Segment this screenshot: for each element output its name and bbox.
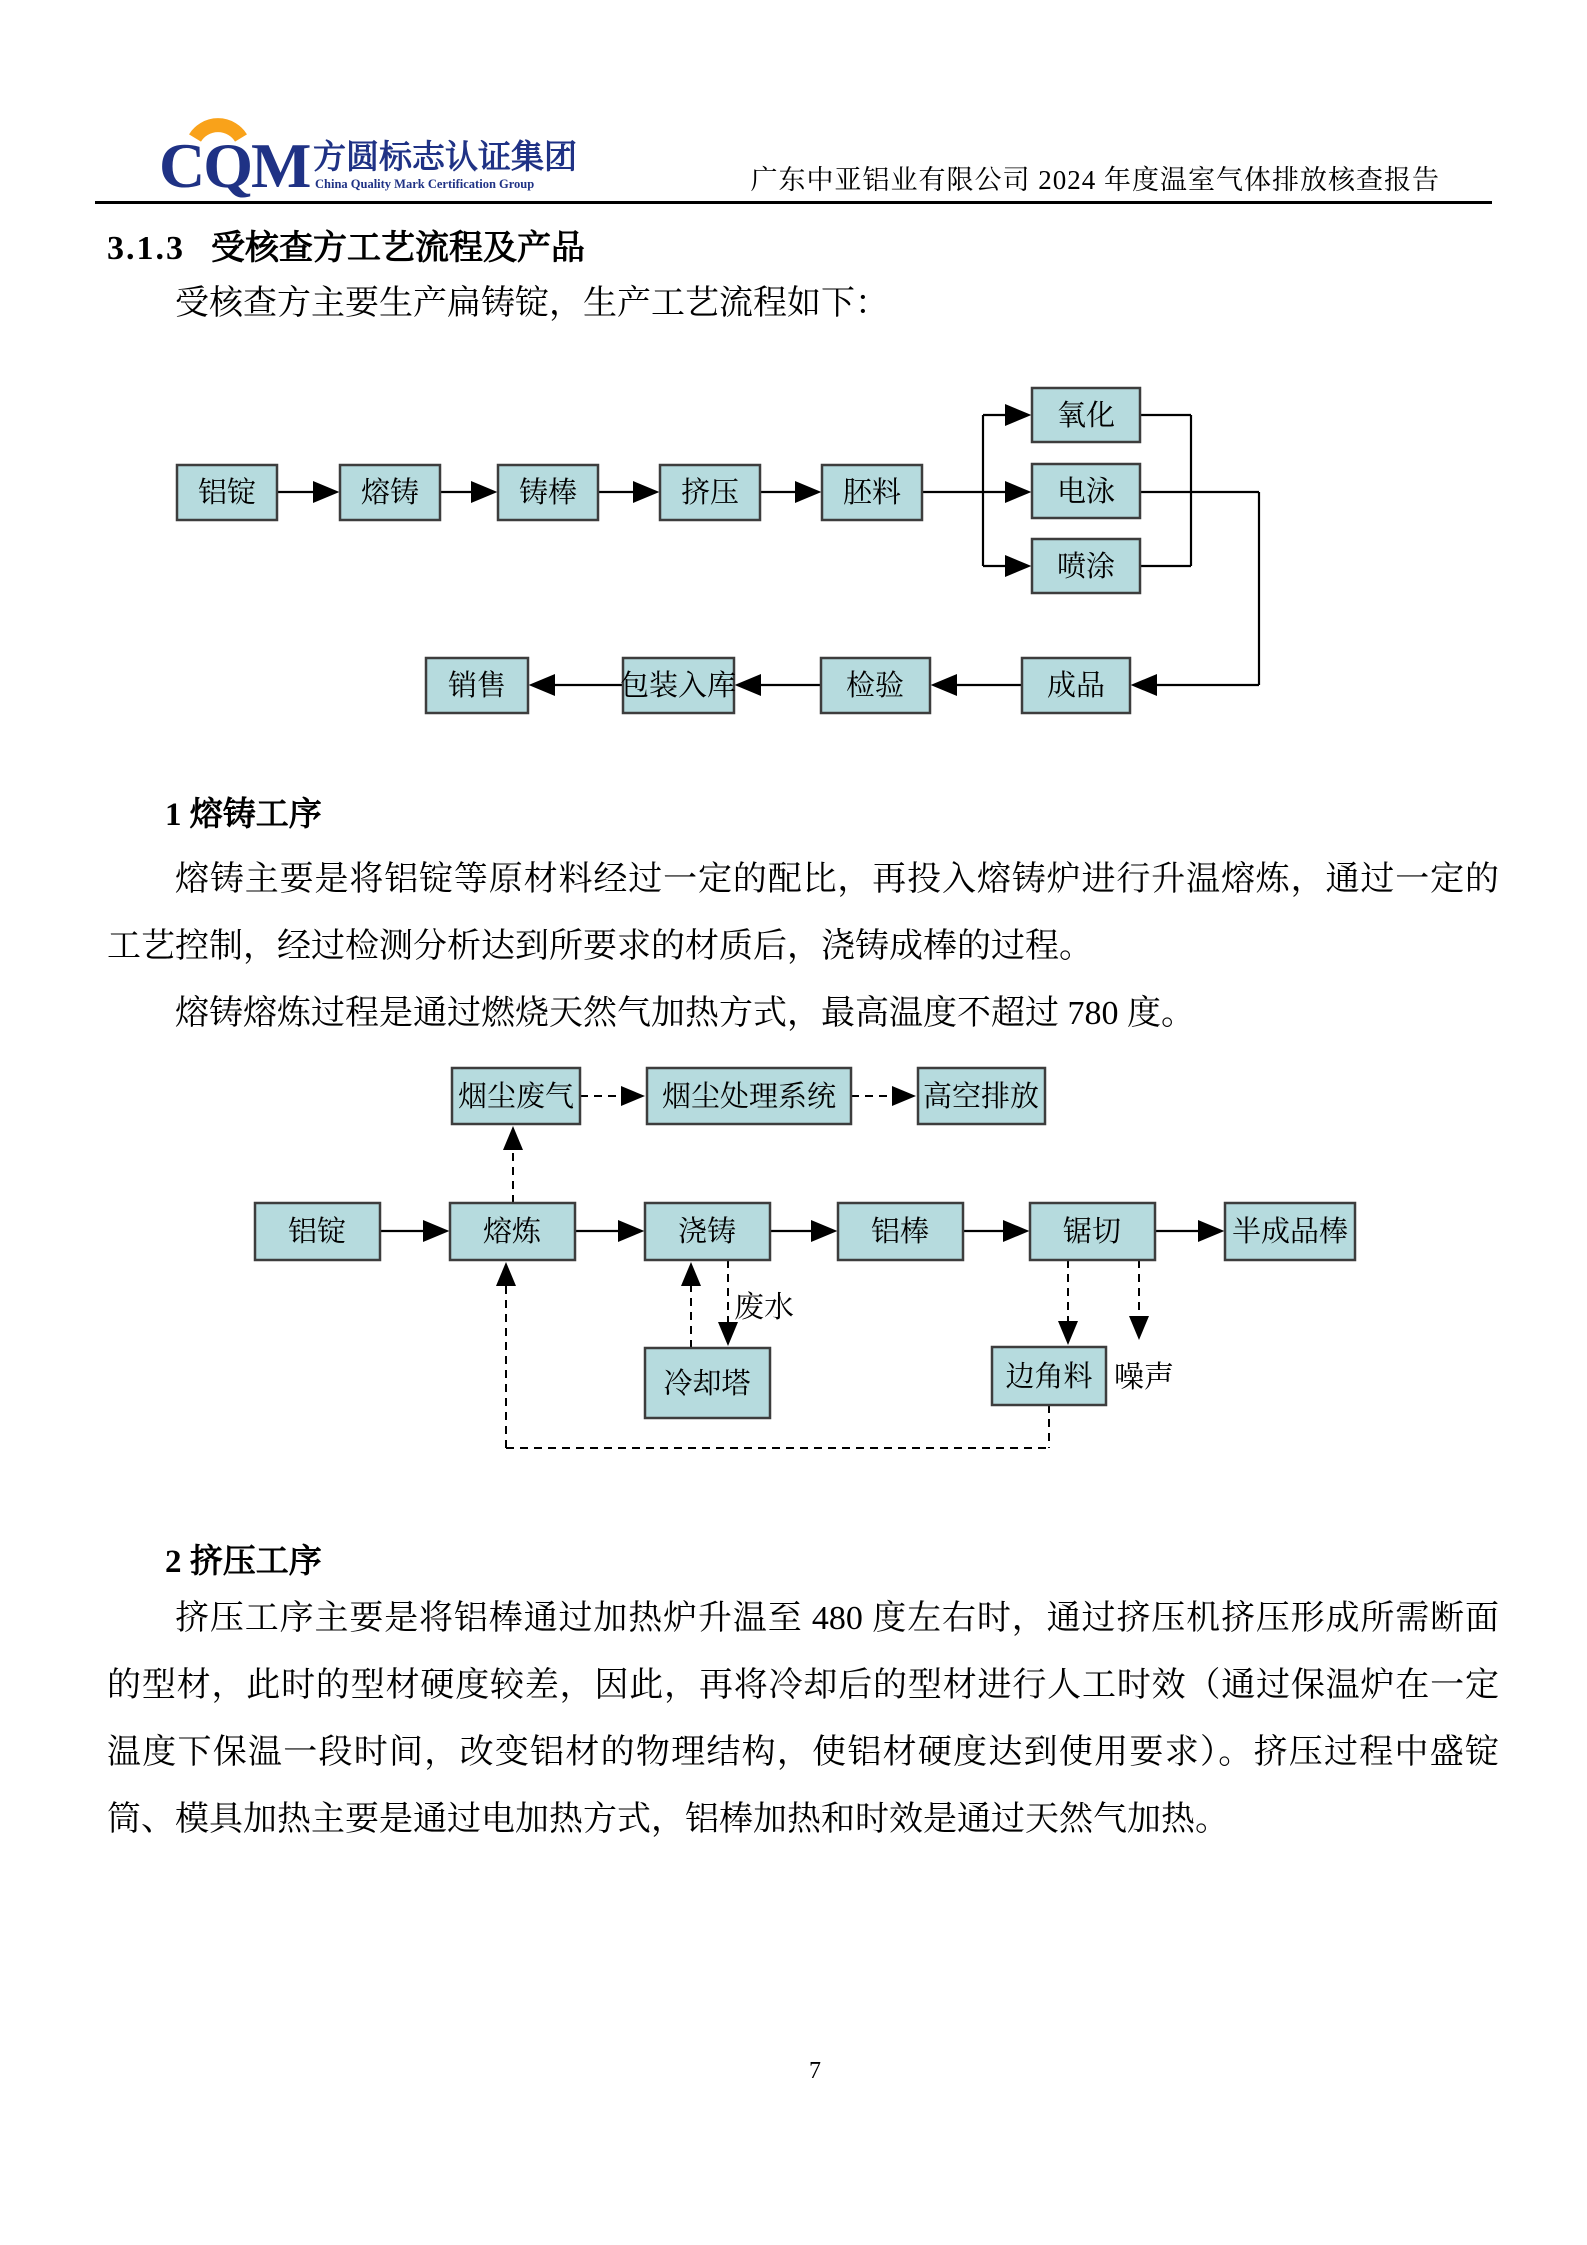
page-number: 7 [809, 2058, 821, 2084]
noise-label: 噪声 [1114, 1361, 1174, 1394]
node-label: 氧化 [1056, 400, 1116, 432]
section-number: 3.1.3 [107, 230, 185, 267]
sub1-paragraph-1: 熔铸主要是将铝锭等原材料经过一定的配比，再投入熔铸炉进行升温熔炼，通过一定的工艺控制，经过检测分析达到所要求的材质后，浇铸成棒的过程。 [107, 861, 1499, 965]
sub2-heading: 2 挤压工序 [165, 1544, 322, 1580]
production-flowchart [100, 370, 1500, 730]
node-label: 包装入库 [619, 670, 737, 702]
node-label: 锯切 [1062, 1216, 1122, 1248]
node-label: 成品 [1046, 670, 1106, 702]
sub1-paragraph-2: 熔铸熔炼过程是通过燃烧天然气加热方式，最高温度不超过 780 度。 [175, 995, 1195, 1032]
logo-cn-name: 方圆标志认证集团 [313, 140, 577, 176]
intro-paragraph: 受核查方主要生产扁铸锭，生产工艺流程如下： [175, 285, 889, 322]
logo-en-name: China Quality Mark Certification Group [315, 177, 535, 191]
section-heading [107, 220, 585, 269]
node-label: 胚料 [842, 477, 902, 509]
section-title: 受核查方工艺流程及产品 [211, 230, 585, 267]
report-header-title: 广东中亚铝业有限公司 2024 年度温室气体排放核查报告 [750, 165, 1440, 195]
node-label: 浇铸 [677, 1216, 737, 1248]
node-label: 铸棒 [518, 477, 578, 509]
node-label: 电泳 [1056, 476, 1116, 508]
wastewater-label: 废水 [734, 1291, 794, 1324]
node-label: 挤压 [680, 477, 740, 509]
node-label: 铝锭 [197, 477, 257, 509]
node-label: 半成品棒 [1231, 1216, 1349, 1248]
node-label: 检验 [845, 670, 905, 702]
sub1-heading: 1 熔铸工序 [165, 797, 322, 833]
node-label: 烟尘废气 [457, 1081, 575, 1113]
node-label: 边角料 [1005, 1361, 1093, 1393]
cqm-logo [143, 112, 613, 202]
node-label: 冷却塔 [663, 1368, 751, 1400]
node-label: 熔铸 [360, 477, 420, 509]
sub2-paragraph-1: 挤压工序主要是将铝棒通过加热炉升温至 480 度左右时，通过挤压机挤压形成所需断面的型材，此时的型材硬度较差，因此，再将冷却后的型材进行人工时效（通过保温炉在一定温度下保温一段时间，改变铝材的物理结构，使铝材硬度达到使用要求）。挤压过程中盛锭筒、模具加热主要是通过电加热方式，铝棒加热和时效是通过天然气加热。 [107, 1600, 1499, 1838]
node-label: 铝锭 [287, 1216, 347, 1248]
node-label: 烟尘处理系统 [661, 1081, 837, 1113]
meltcast-flowchart [170, 1040, 1470, 1460]
node-label: 喷涂 [1056, 551, 1116, 583]
node-label: 销售 [447, 670, 507, 702]
logo-acronym: CQM [159, 130, 310, 201]
node-label: 铝棒 [870, 1216, 930, 1248]
node-label: 高空排放 [922, 1081, 1040, 1113]
node-label: 熔炼 [482, 1216, 542, 1248]
header-rule [95, 201, 1492, 204]
